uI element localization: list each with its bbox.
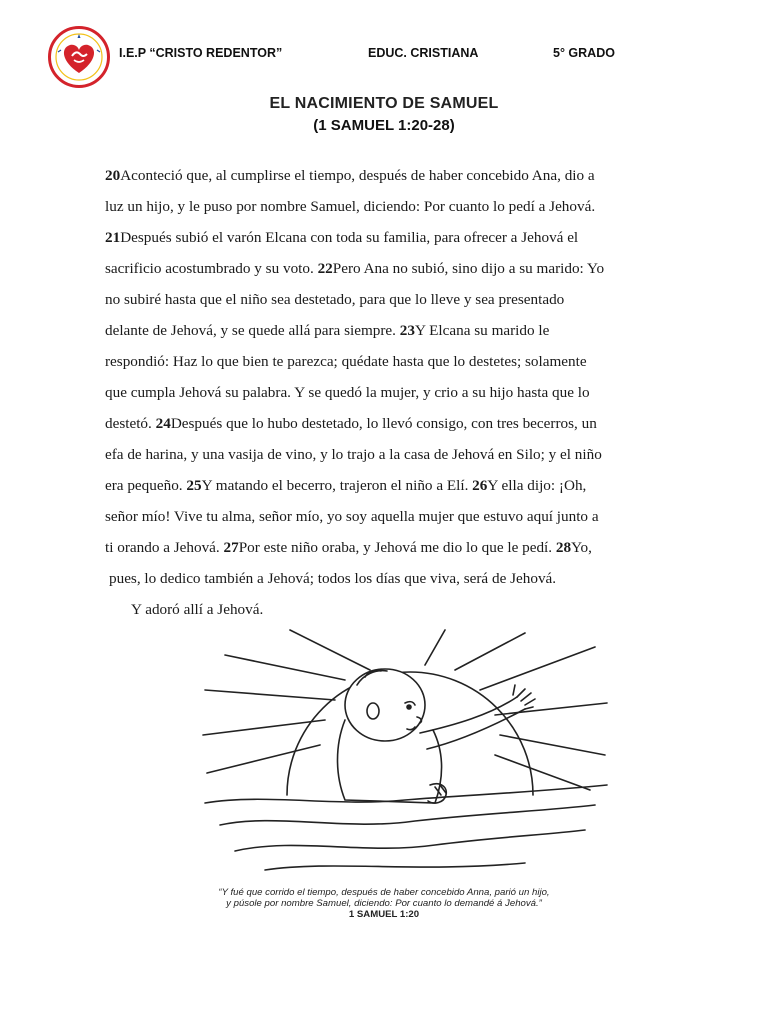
subject-name: EDUC. CRISTIANA	[368, 46, 479, 60]
passage-line	[105, 253, 658, 284]
verse-text: destetó.	[105, 415, 156, 432]
verse-text: Y adoró allí a Jehová.	[131, 601, 264, 618]
page-subtitle: (1 SAMUEL 1:20-28)	[313, 117, 455, 134]
page-title: EL NACIMIENTO DE SAMUEL	[269, 95, 499, 112]
passage-line	[105, 160, 658, 191]
school-name: I.E.P “CRISTO REDENTOR”	[119, 46, 283, 60]
verse-text: Y Elcana su marido le	[414, 322, 550, 339]
caption-reference: 1 SAMUEL 1:20	[348, 909, 420, 920]
verse-text: Y ella dijo: ¡Oh,	[487, 477, 587, 494]
verse-text: efa de harina, y una vasija de vino, y lo trajo a la casa de Jehová en Silo; y el niño	[105, 446, 602, 463]
verse-number: 27	[223, 539, 239, 556]
verse-number: 21	[105, 229, 121, 246]
verse-text: sacrificio acostumbrado y su voto.	[105, 260, 318, 277]
passage-line	[105, 594, 658, 625]
passage-line	[105, 315, 658, 346]
verse-text: Y matando el becerro, trajeron el niño a Elí.	[201, 477, 473, 494]
passage-line	[105, 284, 658, 315]
document-header	[0, 0, 768, 100]
verse-text: Pero Ana no subió, sino dijo a su marido: Yo	[332, 260, 605, 277]
baby-samuel-sun-illustration	[195, 625, 615, 875]
passage-line	[105, 532, 658, 563]
verse-text: delante de Jehová, y se quede allá para siempre.	[105, 322, 400, 339]
verse-text: era pequeño.	[105, 477, 187, 494]
verse-number: 22	[317, 260, 333, 277]
verse-text: luz un hijo, y le puso por nombre Samuel, diciendo: Por cuanto lo pedí a Jehová.	[105, 198, 596, 215]
verse-text: Después que lo hubo destetado, lo llevó consigo, con tres becerros, un	[170, 415, 597, 432]
passage-line	[105, 222, 658, 253]
verse-text: señor mío! Vive tu alma, señor mío, yo soy aquella mujer que estuvo aquí junto a	[105, 508, 599, 525]
verse-text: respondió: Haz lo que bien te parezca; quédate hasta que lo destetes; solamente	[105, 353, 587, 370]
verse-text: pues, lo dedico también a Jehová; todos los días que viva, será de Jehová.	[109, 570, 557, 587]
passage-line	[105, 408, 658, 439]
passage-line	[105, 377, 658, 408]
passage-line	[105, 191, 658, 222]
passage-line	[105, 346, 658, 377]
verse-number: 23	[399, 322, 415, 339]
verse-text: que cumpla Jehová su palabra. Y se quedó la mujer, y crio a su hijo hasta que lo	[105, 384, 590, 401]
verse-number: 28	[555, 539, 572, 556]
passage-line	[105, 501, 658, 532]
school-logo	[48, 26, 110, 88]
illustration-caption	[0, 887, 768, 920]
verse-text: Por este niño oraba, y Jehová me dio lo que le pedí.	[238, 539, 556, 556]
passage-line	[105, 563, 658, 594]
verse-text: ti orando a Jehová.	[105, 539, 224, 556]
scripture-passage	[105, 160, 658, 625]
verse-number: 25	[186, 477, 202, 494]
verse-text: no subiré hasta que el niño sea destetado, para que lo lleve y sea presentado	[105, 291, 565, 308]
verse-number: 26	[472, 477, 488, 494]
verse-text: Yo,	[571, 539, 592, 556]
passage-line	[105, 470, 658, 501]
caption-line-2: y púsole por nombre Samuel, diciendo: Por cuanto lo demandé á Jehová.”	[226, 898, 542, 909]
verse-text: Después subió el varón Elcana con toda su familia, para ofrecer a Jehová el	[120, 229, 579, 246]
verse-text: Aconteció que, al cumplirse el tiempo, después de haber concebido Ana, dio a	[120, 167, 595, 184]
caption-line-1: “Y fué que corrido el tiempo, después de haber concebido Anna, parió un hijo,	[218, 887, 550, 898]
verse-number: 20	[105, 167, 121, 184]
passage-line	[105, 439, 658, 470]
grade-label: 5° GRADO	[553, 46, 615, 60]
verse-number: 24	[155, 415, 171, 432]
